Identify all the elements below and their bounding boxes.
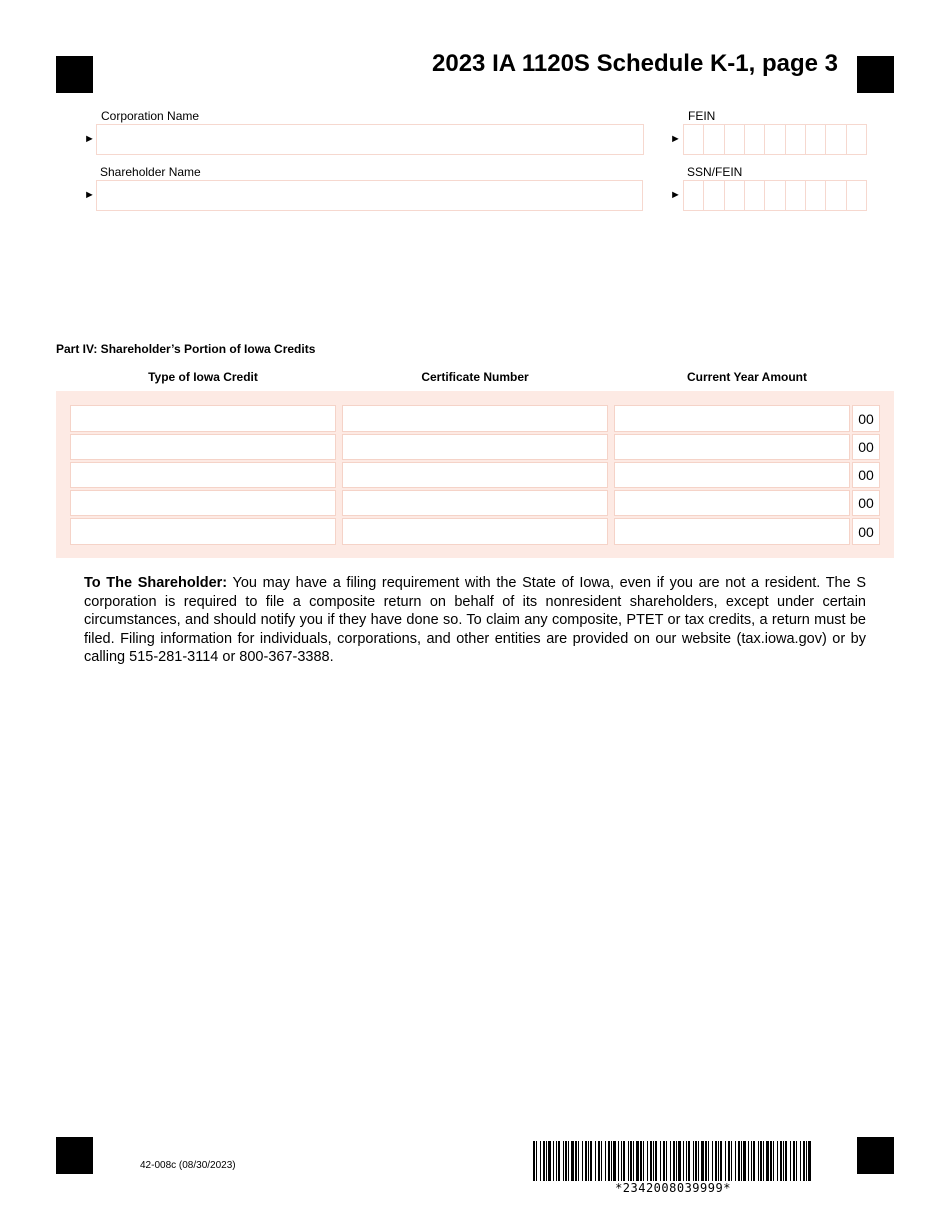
registration-mark-top-left bbox=[56, 56, 93, 93]
fein-arrow-icon: ► bbox=[670, 133, 681, 145]
corporation-name-label: Corporation Name bbox=[101, 109, 200, 123]
amount-cents-2: 00 bbox=[852, 434, 880, 460]
notice-heading: To The Shareholder: bbox=[84, 575, 228, 591]
shareholder-name-arrow-icon: ► bbox=[84, 189, 95, 201]
shareholder-name-label: Shareholder Name bbox=[100, 165, 201, 179]
corporation-name-input[interactable] bbox=[96, 124, 644, 155]
certificate-number-input-5[interactable] bbox=[342, 518, 608, 545]
credit-type-input-4[interactable] bbox=[70, 490, 336, 516]
registration-mark-bottom-left bbox=[56, 1137, 93, 1174]
credit-type-input-5[interactable] bbox=[70, 518, 336, 545]
registration-mark-top-right bbox=[857, 56, 894, 93]
corporation-name-arrow-icon: ► bbox=[84, 133, 95, 145]
amount-cents-3: 00 bbox=[852, 462, 880, 488]
column-header-certificate-number: Certificate Number bbox=[421, 370, 529, 384]
barcode-text: *2342008039999* bbox=[615, 1181, 731, 1195]
column-header-current-year-amount: Current Year Amount bbox=[686, 370, 808, 384]
current-year-amount-input-3[interactable] bbox=[614, 462, 850, 488]
credit-type-input-1[interactable] bbox=[70, 405, 336, 432]
registration-mark-bottom-right bbox=[857, 1137, 894, 1174]
certificate-number-input-1[interactable] bbox=[342, 405, 608, 432]
current-year-amount-input-1[interactable] bbox=[614, 405, 850, 432]
form-number: 42-008c (08/30/2023) bbox=[140, 1160, 236, 1171]
ssn-fein-label: SSN/FEIN bbox=[687, 165, 743, 179]
amount-cents-4: 00 bbox=[852, 490, 880, 516]
page-title: 2023 IA 1120S Schedule K-1, page 3 bbox=[432, 50, 838, 77]
current-year-amount-input-5[interactable] bbox=[614, 518, 850, 545]
certificate-number-input-3[interactable] bbox=[342, 462, 608, 488]
shareholder-name-input[interactable] bbox=[96, 180, 643, 211]
ssn-fein-arrow-icon: ► bbox=[670, 189, 681, 201]
fein-input[interactable] bbox=[683, 124, 867, 155]
certificate-number-input-4[interactable] bbox=[342, 490, 608, 516]
amount-cents-1: 00 bbox=[852, 405, 880, 432]
amount-cents-5: 00 bbox=[852, 518, 880, 545]
barcode-image bbox=[533, 1141, 813, 1181]
credit-type-input-3[interactable] bbox=[70, 462, 336, 488]
notice-body: You may have a filing requirement with the State of Iowa, even if you are not a resident. The S corporation is required to file a composite return on behalf of its nonresident shareholders, except under certain circumstances, and should notify you if they have done so. To claim any composite, PTET or tax credits, a return must be filed. Filing information for individuals, corporations, and other entities are provided on our website (tax.iowa.gov) or by calling 515-281-3114 or 800-367-3388. bbox=[84, 575, 866, 665]
current-year-amount-input-4[interactable] bbox=[614, 490, 850, 516]
fein-label: FEIN bbox=[688, 109, 716, 123]
shareholder-notice bbox=[84, 574, 866, 667]
credit-type-input-2[interactable] bbox=[70, 434, 336, 460]
part-iv-title: Part IV: Shareholder’s Portion of Iowa Credits bbox=[56, 342, 316, 356]
column-header-credit-type: Type of Iowa Credit bbox=[148, 370, 258, 384]
certificate-number-input-2[interactable] bbox=[342, 434, 608, 460]
current-year-amount-input-2[interactable] bbox=[614, 434, 850, 460]
ssn-fein-input[interactable] bbox=[683, 180, 867, 211]
